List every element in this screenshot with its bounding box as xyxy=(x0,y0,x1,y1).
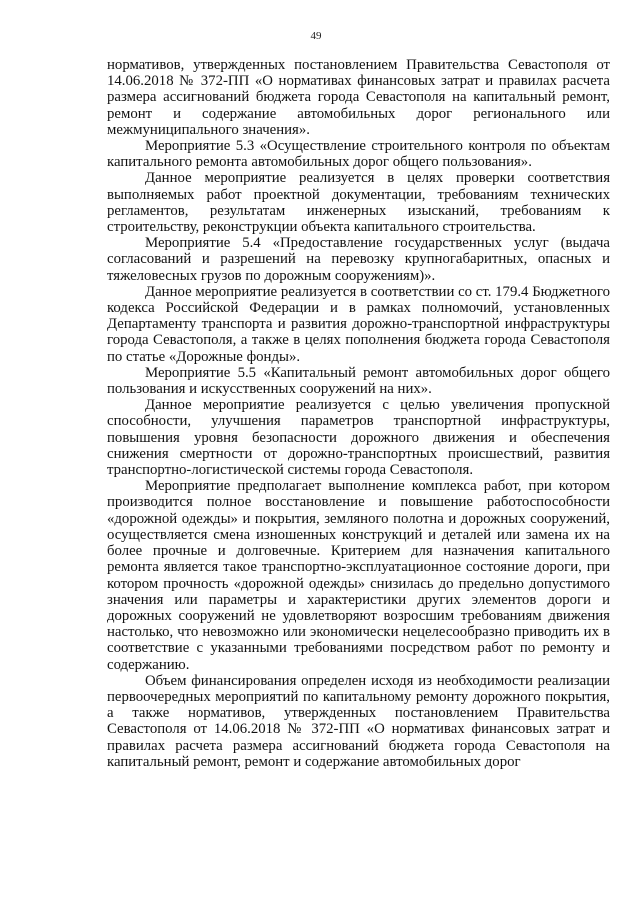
paragraph-measure-5-4-description: Данное мероприятие реализуется в соответствии со ст. 179.4 Бюджетного кодекса Российской Федерации и в рамках полномочий, установленных Департаменту транспорта и развития дорожно-транспортной инфраструктуры города Севастополя, а также в целях пополнения бюджета города Севастополя по статье «Дорожные фонды». xyxy=(107,283,610,365)
document-body xyxy=(107,57,610,770)
page-number: 49 xyxy=(310,30,322,42)
paragraph-financing-volume: Объем финансирования определен исходя из необходимости реализации первоочередных мероприятий по капитальному ремонту дорожного покрытия, а также нормативов, утвержденных постановлением Правительства Севастополя от 14.06.2018 № 372-ПП «О нормативах финансовых затрат и правилах расчета размера ассигнований бюджета города Севастополя на капитальный ремонт, ремонт и содержание автомобильных дорог xyxy=(107,672,610,770)
paragraph-measure-5-4: Мероприятие 5.4 «Предоставление государственных услуг (выдача согласований и разрешений на перевозку крупногабаритных, опасных и тяжеловесных грузов по дорожным сооружениям)». xyxy=(107,235,610,284)
paragraph-measure-5-3-description: Данное мероприятие реализуется в целях проверки соответствия выполняемых работ проектной документации, требованиям технических регламентов, результатам инженерных изысканий, требованиям к строительству, реконструкции объекта капитального строительства. xyxy=(107,170,610,236)
paragraph-measure-5-5-description: Данное мероприятие реализуется с целью увеличения пропускной способности, улучшения параметров транспортной инфраструктуры, повышения уровня безопасности дорожного движения и обеспечения снижения смертности от дорожно-транспортных происшествий, развития транспортно-логистической системы города Севастополя. xyxy=(107,397,610,479)
paragraph-continuation: нормативов, утвержденных постановлением Правительства Севастополя от 14.06.2018 № 372-ПП «О нормативах финансовых затрат и правилах расчета размера ассигнований бюджета города Севастополя на капитальный ремонт, ремонт и содержание автомобильных дорог регионального или межмуниципального значения». xyxy=(107,57,610,138)
paragraph-measure-5-5: Мероприятие 5.5 «Капитальный ремонт автомобильных дорог общего пользования и искусственных сооружений на них». xyxy=(107,364,610,398)
paragraph-capital-repair-scope: Мероприятие предполагает выполнение комплекса работ, при котором производится полное восстановление и повышение работоспособности «дорожной одежды» и покрытия, земляного полотна и дорожных сооружений, осуществляется смена изношенных конструкций и деталей или замена их на более прочные и долговечные. Критерием для назначения капитального ремонта является такое транспортно-эксплуатационное состояние дороги, при котором прочность «дорожной одежды» снизилась до предельно допустимого значения или параметры и характеристики других элементов дороги и дорожных сооружений не удовлетворяют возросшим требованиям движения настолько, что невозможно или экономически нецелесообразно приводить их в соответствие с указанными требованиями посредством работ по ремонту и содержанию. xyxy=(107,478,610,673)
paragraph-measure-5-3: Мероприятие 5.3 «Осуществление строительного контроля по объектам капитального ремонта автомобильных дорог общего пользования». xyxy=(107,138,610,171)
